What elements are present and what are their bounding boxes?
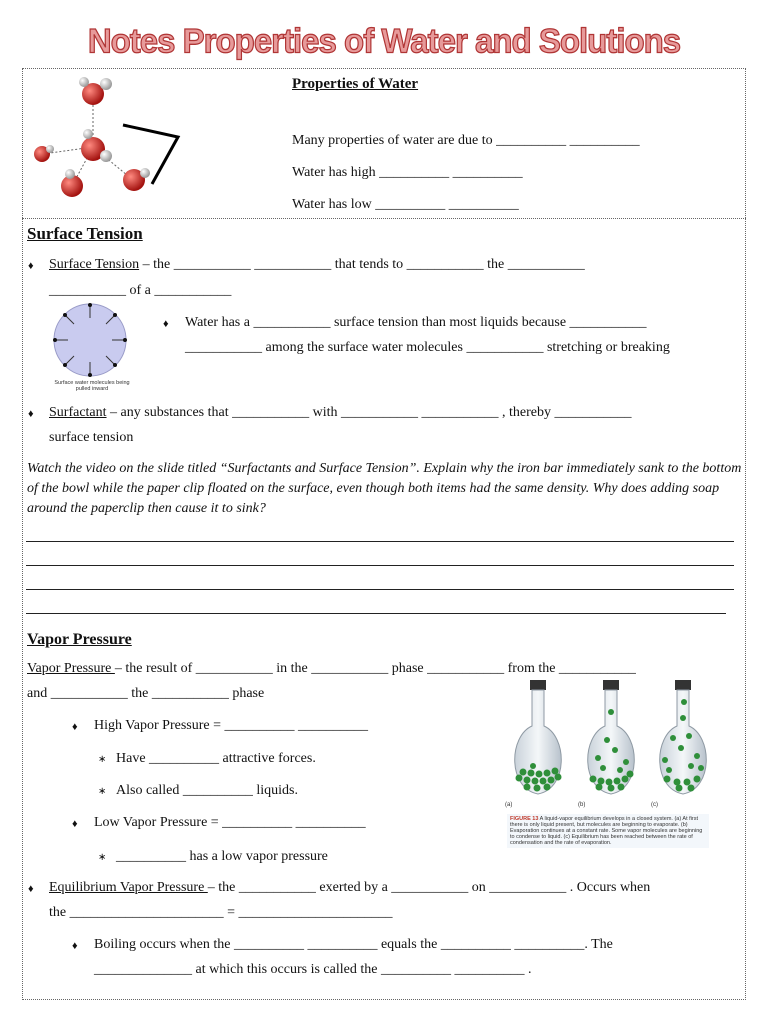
water-line-2: Water has high __________ __________ <box>292 165 523 180</box>
water-line-1: Many properties of water are due to __________ __________ <box>292 133 640 148</box>
low-vp-example: __________ has a low vapor pressure <box>116 849 328 864</box>
water-molecule-illustration <box>28 72 188 212</box>
answer-line <box>26 613 726 614</box>
bullet-diamond-icon: ♦ <box>28 883 34 895</box>
water-heading: Properties of Water <box>292 76 419 92</box>
answer-line <box>26 589 734 590</box>
vapor-equilibrium-flasks <box>503 678 723 810</box>
equilibrium-vp-definition <box>49 879 650 897</box>
section-divider <box>22 218 746 219</box>
flask-label-b: (b) <box>578 802 586 808</box>
vapor-pressure-definition <box>27 660 636 678</box>
page-title: Notes Properties of Water and Solutions <box>87 21 681 60</box>
water-surface-tension-line1: Water has a ___________ surface tension than most liquids because ___________ <box>185 315 647 330</box>
surface-tension-term: Surface Tension <box>49 257 140 272</box>
surface-tension-def-text: – the ___________ ___________ that tends to ___________ the ___________ <box>139 257 585 272</box>
surface-molecules-diagram <box>52 302 132 382</box>
high-vp-attractive-forces: Have __________ attractive forces. <box>116 751 316 766</box>
surfactant-term: Surfactant <box>49 405 107 420</box>
bullet-diamond-icon: ♦ <box>28 408 34 420</box>
vapor-pressure-def-line2: and ___________ the ___________ phase <box>27 686 265 701</box>
figure-caption-text: A liquid-vapor equilibrium develops in a closed system. (a) At first there is only liquid present, but molecules are beginning to evaporate. (b) Evaporation continues at a constant rate. Some vapor molecules are beginning to condense to liquid. (c) Equilibrium has been reached between the rate of condensation and the rate of evaporation. <box>510 816 703 846</box>
low-vapor-pressure: Low Vapor Pressure = __________ __________ <box>94 815 366 830</box>
bullet-diamond-icon: ♦ <box>72 940 78 952</box>
surface-tension-definition <box>49 256 585 274</box>
vapor-pressure-heading: Vapor Pressure <box>27 631 132 648</box>
water-surface-tension-line2: ___________ among the surface water molecules ___________ stretching or breaking <box>185 340 670 355</box>
equilibrium-vp-def-text: – the ___________ exerted by a ___________ on ___________ . Occurs when <box>207 880 651 895</box>
equilibrium-vp-line2: the ______________________ = ______________________ <box>49 905 393 920</box>
boiling-line1: Boiling occurs when the __________ __________ equals the __________ __________. The <box>94 937 613 952</box>
bullet-diamond-icon: ♦ <box>72 721 78 733</box>
answer-line <box>26 565 734 566</box>
surfactant-def-text: – any substances that ___________ with ___________ ___________ , thereby ___________ <box>106 405 632 420</box>
flask-label-a: (a) <box>505 802 513 808</box>
water-line-3: Water has low __________ __________ <box>292 197 519 212</box>
surfactant-definition <box>49 404 631 422</box>
surfactant-def-line2: surface tension <box>49 430 134 445</box>
high-vp-also-called: Also called __________ liquids. <box>116 783 298 798</box>
figure-label: FIGURE 13 <box>510 816 539 822</box>
high-vapor-pressure: High Vapor Pressure = __________ __________ <box>94 718 369 733</box>
bullet-star-icon: ∗ <box>98 852 107 863</box>
surface-tension-heading: Surface Tension <box>27 224 143 243</box>
boiling-line2: ______________ at which this occurs is called the __________ __________ . <box>94 962 532 977</box>
answer-line <box>26 541 734 542</box>
bullet-star-icon: ∗ <box>98 754 107 765</box>
flask-label-c: (c) <box>651 802 658 808</box>
bullet-diamond-icon: ♦ <box>72 818 78 830</box>
vapor-pressure-term: Vapor Pressure <box>27 661 115 676</box>
bullet-diamond-icon: ♦ <box>163 318 169 330</box>
vapor-pressure-def-text: – the result of ___________ in the ___________ phase ___________ from the ___________ <box>114 661 636 676</box>
surface-tension-def-line2: ___________ of a ___________ <box>49 283 232 298</box>
bullet-diamond-icon: ♦ <box>28 260 34 272</box>
bullet-star-icon: ∗ <box>98 786 107 797</box>
equilibrium-vp-term: Equilibrium Vapor Pressure <box>49 880 208 895</box>
video-question: Watch the video on the slide titled “Surfactants and Surface Tension”. Explain why the iron bar immediately sank to the bottom of the bowl while the paper clip floated on the surface, even though both items had the same density. Why does adding soap around the paperclip then cause it to sink? <box>27 461 742 516</box>
surface-diagram-caption: Surface water molecules being pulled inward <box>54 380 130 392</box>
flask-figure-caption <box>507 814 709 848</box>
